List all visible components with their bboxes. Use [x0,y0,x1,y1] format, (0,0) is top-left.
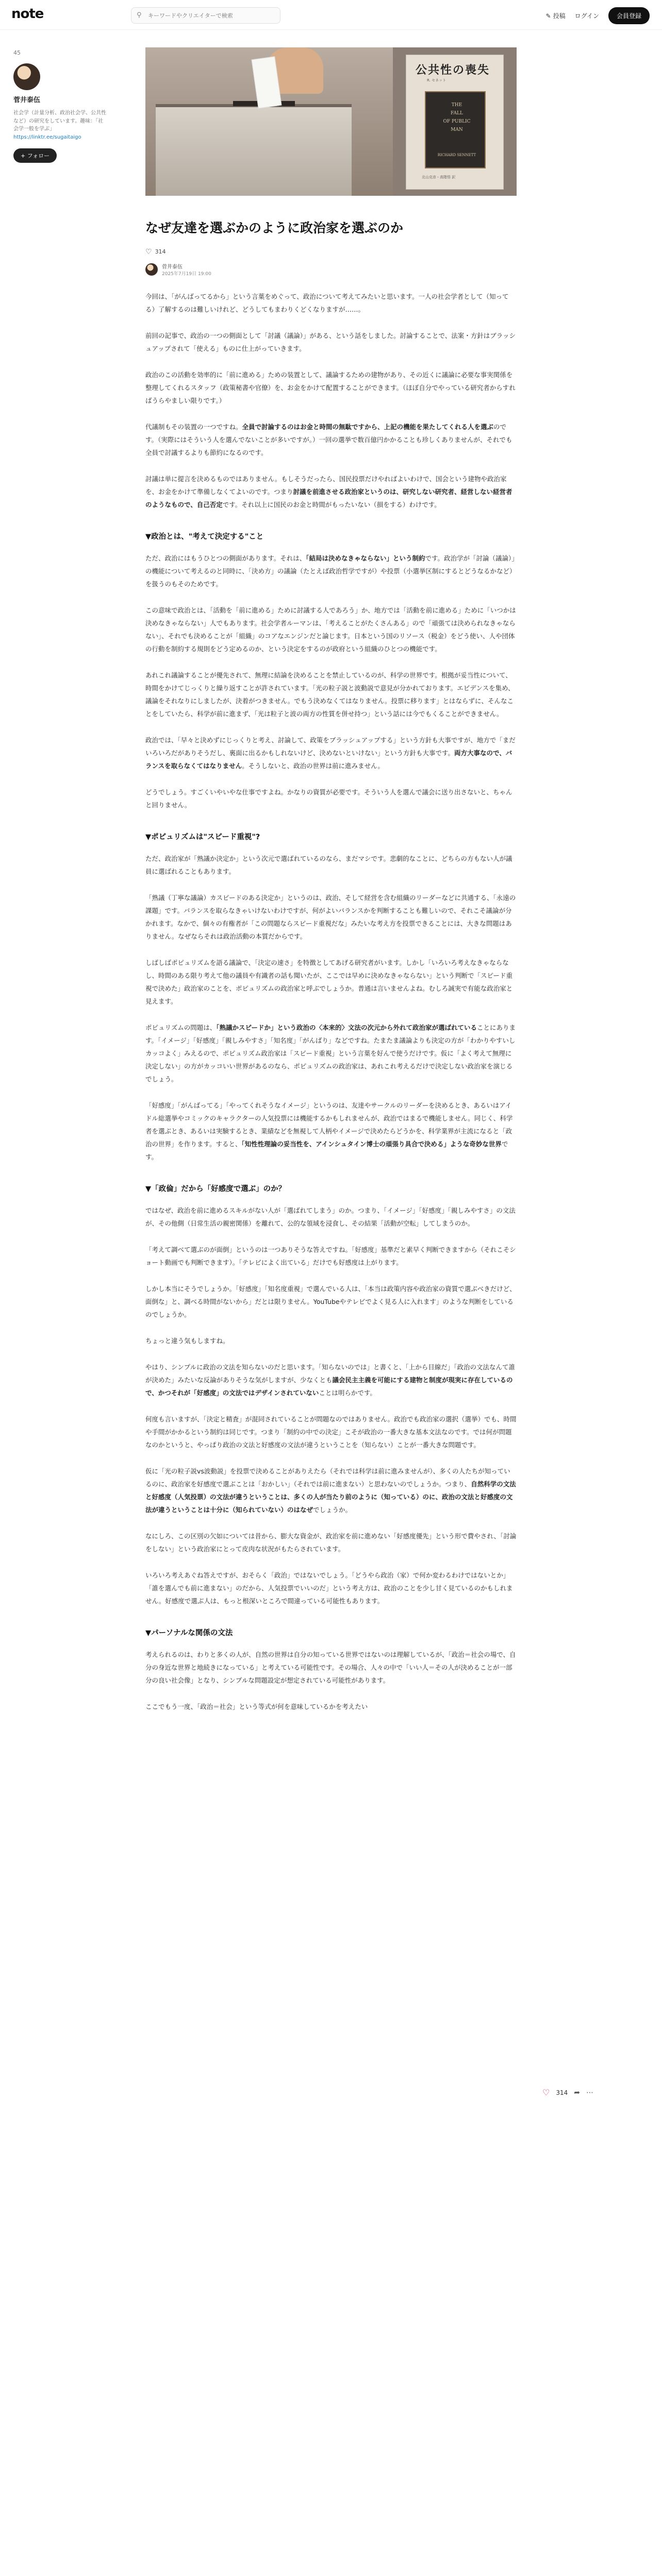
text: のです。（実際にはそういう人を選んでないことが多いですが。）一回の選挙で数百億円かかることも珍しくありませんが、それでも全員で討議するよりも節約になるのです。 [145,422,512,456]
bold-text: 自然科学の文法と好感度（人気投票）の文法が違うということは、多くの人が当たり前のように（知っている）のに、政治の文法と好感度の文法が違うということは十分に（知られていない）のはなぜ [145,1480,516,1514]
paragraph: ではなぜ、政治を前に進めるスキルがない人が「選ばれてしまう」のか。つまり、「イメージ」「好感度」「親しみやすさ」の文法が、その他側（日常生活の親密関係）を離れて、公的な領域を浸食し、その結果「活動が空転」してしまうのか。 [145,1206,516,1227]
paragraph: 「熟議（丁寧な議論）カスピードのある決定か」というのは、政治、そして経営を含む組織のリーダーなどに共通する、「永遠の課題」です。バランスを取らなきゃいけないわけですが、何がよいバランスかを判断することも難しいので、それこそ議論が分かれます。なかで、個々の有権者が「この問題ならスピード重視だな」みたいな考え方を投票できることには、大きな問題はありません。なぜならそれは政治活動の本質だからです。 [145,893,516,940]
paragraph: いろいろ考えあぐね答えですが、おそらく「政治」ではないでしょう。「どうやら政治（家）で何か変わるわけではないとか」「誰を選んでも前に進まない」のだから、人気投票でいいのだ」という考え方は、政治のことを少し甘く見ているのかもしれません。好感度で選ぶ人は、もっと根深いところで間違っている可能性もあります。 [145,1571,513,1605]
article-main [145,47,517,1726]
paragraph: あれこれ議論することが優先されて、無理に結論を決めることを禁止しているのが、科学の世界です。根拠が妥当性について、時間をかけてじっくりと繰り返すことが許されています。「光の粒子説と波動説で意見が分かれております。エビデンスを集め、議論をそれなりにしましたが、決着がつきません。でもう決めなくてはなりません。投票に移ります」とはならずに、そんなことをしていたら、科学が前に進まず、「光は粒子と波の両方の性質を併せ持つ」という話には今でもくることができません。 [145,671,515,718]
avatar[interactable] [13,63,40,90]
paragraph: 前回の記事で、政治の一つの側面として「討議（議論）」がある、という話をしました。討論することで、法案・方針はブラッシュアップされて「使える」ものに仕上がっていきます。 [145,331,516,352]
bold-text: 討議を前進させる政治家というのは、研究しない研究者、経営しない経営者のようなもので、自己否定 [145,487,512,509]
ballot-box [156,104,352,196]
text: 仮に「光の粒子説vs波動説」を投票で決めることがありえたら（それでは科学は前に進みませんが）、多くの人たちが知っているのに、政治家を好感度で選ぶことは「おかしい」（それでは前に進まない）と思わないのでしょうか。つまり、 [145,1467,510,1488]
page-title: なぜ友達を選ぶかのように政治家を選ぶのか [145,221,404,235]
text: ことにあります。「イメージ」「好感度」「親しみやすさ」「知名度」「がんばり」などですね。たまたま議論よりも決定の方が「わかりやすいしカッコよく」みえるので、ポピュリズム政治家は「スピード重視」という言葉を好んで使うだけです。仮に「よく考えて無理に決定しない」の方がカッコいい世界があるのなら、ポピュリズムの政治家は、あれこれ考えるだけで決定しない政治家を演じるでしょう。 [145,1023,516,1083]
author-bio-text: 社会学（計量分析、政治社会学、公共性など）の研究をしています。趣味：「社会学一般を学ぶ」 [13,110,106,132]
paragraph: この意味で政治とは、「活動を「前に進める」ために討議する人であろう」か、地方では「活動を前に進める」ために「いつかは決めなきゃならない」人でもあります。社会学者ルーマンは、「考えることがたくさんある」ので「頑張ては決められなきゃならない」、それでも決めることが「組織」のコアなエンジンだと論じます。日本という国のリソース（税金）をどう使い、人や団体の行動を制約する規則をどう定めるのか、という決定をするのが政府という組織のひとつの機能です。 [145,606,516,653]
paragraph: しばしばポピュリズムを語る議論で、「決定の速さ」を特徴としてあげる研究者がいます。しかし「いろいろ考えなきゃならなし、時間のある限り考えて他の議員や有識者の話も聞いたが、ここでは早めに決めなきゃならない」という判断で「スピード重視で決めた」政治家のことを、ポピュリズムの政治家と呼ぶでしょうか。普通は言いませんよね。むしろ誠実で有能な政治家と見えます。 [145,958,513,1005]
paragraph: どうでしょう。すごくいやいやな仕事ですよね。かなりの資質が必要です。そういう人を選んで議会に送り出さないと、ちゃんと回りません。 [145,788,512,809]
cover-line: MAN [451,127,463,132]
text: です。それ以上に国民のお金と時間がもったいない（損をする）わけです。 [222,500,441,509]
paragraph: ここでもう一度、「政治＝社会」という等式が何を意味しているかを考えたい [145,1702,368,1710]
author-name[interactable]: 菅井泰伍 [13,96,41,104]
pencil-icon: ✎ [545,12,551,20]
byline [145,262,517,277]
bold-text: 全員で討論するのはお金と時間の無駄ですから、上記の機能を果たしてくれる人を選ぶ [242,422,494,431]
byline-name[interactable]: 菅井泰伍 [162,264,183,270]
paragraph [145,734,517,772]
bold-text: 両方大事なので、バランスを取らなくてはなりません [145,749,512,770]
author-link[interactable]: https://linktr.ee/sugaitaigo [13,134,81,140]
section-heading: ▼政治とは、"考えて決定する"こと [145,532,264,541]
paragraph: 今回は、「がんばってるから」という言葉をめぐって、政治について考えてみたいと思います。一人の社会学者として（知ってる）了解するのは難しいけれど、どうしてもまわりくどくなりますが……。 [145,292,509,313]
heart-icon[interactable]: ♡ [542,2088,550,2097]
text: です。政治学が「討論（議論）」の機能について考えるのと同時に、「決め方」の議論（たとえば政治哲学ですが）や投票（小選挙区制にするとどうなるかなど）を扱うのもそのためです。 [145,554,516,588]
bold-text: 「知性性理論の妥当性を、アインシュタイン博士の頑張り具合で決める」ような奇妙な世界 [241,1140,502,1148]
section-heading: ▼パーソナルな関係の文法 [145,1629,233,1637]
byline-date: 2025年7月19日 19:00 [162,271,211,277]
hero-image [145,47,517,196]
text: 。そうしないと、政治の世界は前に進みません。 [242,761,384,770]
paragraph [145,552,517,590]
note-logo[interactable]: note [11,6,44,22]
paragraph [145,472,517,511]
cover-line: RICHARD SENNETT [437,153,476,157]
bold-text: 議会民主主義を可能にする建物と制度が現実に存在しているので、かつそれが「好感度」の文法ではデザインされていない [145,1376,513,1397]
follow-label: フォロー [27,152,50,159]
text: でしょうか。 [313,1505,352,1514]
text: 政治では、「早々と決めずにじっくりと考え、討論して、政策をブラッシュアップする」という方針も大事ですが、地方で「まだいろいろだがありそうだし、裏面に出るかもしれないけど、決めないといけない」という方針も大事です。 [145,736,516,757]
post-label: 投稿 [553,12,566,20]
search-box[interactable] [131,7,280,24]
cover-line: THE [451,103,462,108]
paragraph [145,420,517,459]
floating-actions [542,2088,593,2097]
magazine-label: 45 [13,49,21,56]
paragraph [145,1021,517,1086]
book-sub: R. セネット [427,78,446,82]
paragraph: 考えられるのは、わりと多くの人が、自然の世界は自分の知っている世界ではないのは理解しているが、「政治＝社会の場で、自分の身近な世界と地続きになっている」と考えている可能性です。その場合、人々の中で「いい人＝その人が決めることが一部分の良い社会像」となり、シンプルな問題設定が想定されている可能性があります。 [145,1650,516,1684]
section-heading: ▼ポピュリズムは"スピード重視"? [145,833,260,841]
paragraph: ちょっと違う気もしますね。 [145,1336,229,1345]
book-cover [406,55,504,190]
author-bio [13,109,106,141]
text: 討議は単に提言を決めるものではありません。もしそうだったら、国民投票だけやればよいわけで、国会という建物や政治家を、お金をかけて準備しなくてよいのです。つまり [145,474,507,496]
paragraph [145,1361,517,1399]
paragraph: なにしろ、この区別の欠如については昔から、膨大な資金が、政治家を前に進めない「好感度優先」という形で費やされ、「討論をしない」という政治家にとって皮肉な状況がもたらされています。 [145,1532,517,1553]
paragraph: ただ、政治家が「熟議か決定か」という次元で選ばれているのなら、まだマシです。悲劇的なことに、どちらの方もない人が議員に選ばれることもあります。 [145,854,512,875]
paragraph: 政治のこの活動を効率的に「前に進める」ための装置として、議論するための建物があり、その近くに議論に必要な事実関係を整理してくれるスタッフ（政策秘書や官僚）を、お金をかけて配置することができます。（ほぼ自分でやっている研究者からすればうらやましい限りです。） [145,370,516,404]
book-inner-cover [425,91,486,168]
text: やはり、シンプルに政治の文法を知らないのだと思います。「知らないのでは」と書くと、「上から目線だ」「政治の文法なんて誰が決めた」みたいな反論がありそうな気がしますが、少なくとも [145,1363,515,1384]
floating-like-count: 314 [556,2089,568,2096]
login-link[interactable]: ログイン [574,12,599,20]
like-count: 314 [155,248,166,256]
text: ただ、政治にはもうひとつの側面があります。それは、 [145,554,306,562]
paragraph: 「考えて調べて選ぶのが面倒」というのは一つありそうな答えですね。「好感度」基準だと素早く判断できますから（それこそショート動画でも判断できます）。「テレビによく出ている」だけでも好感度は上がります。 [145,1245,516,1266]
article-body [145,290,517,1713]
avatar[interactable] [145,263,158,276]
paragraph: 何度も言いますが、「決定と精査」が混同されていることが問題なのではありません。政治でも政治家の選択（選挙）でも、時間や手間がかかるという制約は同じです。つまり「制約の中での決定」こそが政治の一番大きな基本文法なのです。では何が問題なのかというと、やっぱり政治の文法と好感度の文法が違うということを（知らない）ことが一番大きな問題です。 [145,1415,517,1449]
share-icon[interactable]: ➦ [574,2088,580,2097]
cover-line: OF PUBLIC [443,119,471,124]
bold-text: 「結局は決めなきゃならない」という制約 [306,554,425,562]
more-icon[interactable]: ⋯ [586,2088,593,2097]
like-row [145,248,517,256]
search-icon: ⚲ [137,11,142,19]
text: です。 [145,1140,508,1161]
paragraph: しかし本当にそうでしょうか。「好感度」「知名度重視」で選んでいる人は、「本当は政策内容や政治家の資質で選ぶべきだけど、面倒な」と、調べる時間がないから」だとは限りません。YouTubeやテレビでよく見る人に入れます」のような判断をしているのでしょうか。 [145,1284,516,1318]
book-title: 公共性の喪失 [416,63,490,77]
post-link[interactable] [546,11,566,20]
text: 「好感度」「がんばってる」「やってくれそうなイメージ」というのは、友達やサークルのリーダーを決めるとき、あるいはアイドル総選挙やコミックのキャラクターの人気投票には機能するかもしれませんが、政治ではまるで機能しません。同じく、科学者を選ぶとき、あるいは実験するとき、業績などを無視して人柄やイメージで決めたらどうかを、科学業界が主流になると「政治の世界」を作ります。すると、 [145,1101,513,1148]
paragraph [145,1099,517,1163]
book-authors: 北山克彦・高階悟 訳 [422,175,456,179]
text: ポピュリズムの問題は、 [145,1023,217,1031]
signup-button[interactable]: 会員登録 [608,7,650,24]
author-sidebar [13,49,106,163]
paragraph [145,1465,517,1516]
heart-icon[interactable]: ♡ [145,247,152,256]
text: ことは明らかです。 [319,1388,376,1397]
top-header [0,0,662,30]
cover-line: FALL [451,111,463,116]
search-input[interactable] [148,12,277,19]
section-heading: ▼「政倫」だから「好感度で選ぶ」のか？ [145,1184,286,1193]
follow-button[interactable] [13,148,57,163]
text: 代議制もその装置の一つですね。 [145,422,242,431]
bold-text: 「熟議かスピードか」という政治の〈本来的〉文法の次元から外れて政治家が選ばれている [216,1023,477,1031]
header-actions [546,7,650,24]
person-plus-icon: + [21,152,26,159]
